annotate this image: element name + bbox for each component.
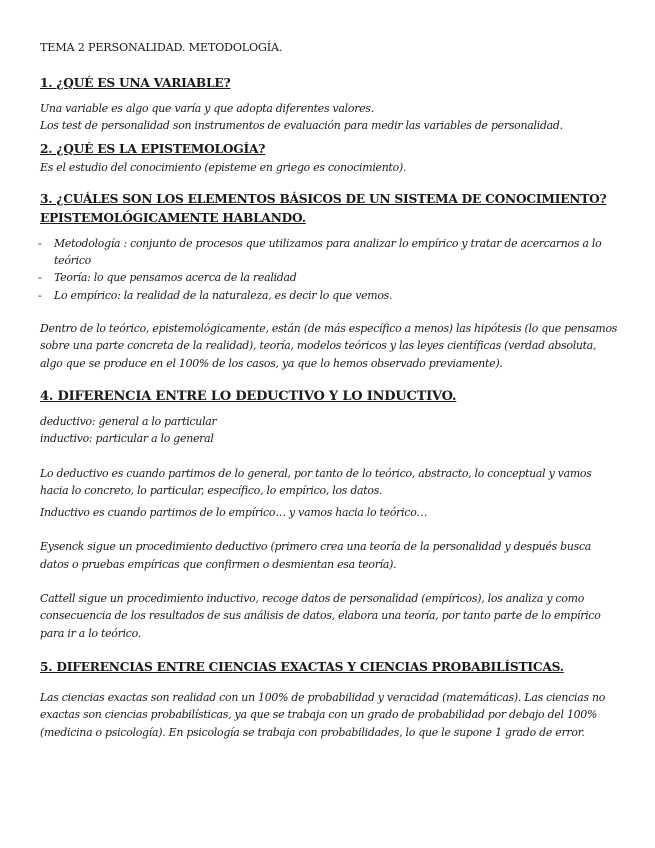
list-item: - Lo empírico: la realidad de la naturaleza, es decir lo que vemos.	[40, 287, 618, 304]
section-heading-4: 4. DIFERENCIA ENTRE LO DEDUCTIVO Y LO INDUCTIVO.	[40, 388, 457, 404]
section-elementos	[40, 190, 618, 372]
paragraph: Inductivo es cuando partimos de lo empírico… y vamos hacia lo teórico…	[40, 506, 428, 520]
section-heading-1: 1. ¿QUÉ ES UNA VARIABLE?	[40, 76, 231, 90]
list-item: - Metodología : conjunto de procesos que utilizamos para analizar lo empírico y tratar de acercarnos a lo teórico	[40, 235, 618, 270]
paragraph: Una variable es algo que varía y que adopta diferentes valores.	[40, 102, 374, 115]
elements-list	[40, 235, 618, 304]
document-title: TEMA 2 PERSONALIDAD. METODOLOGÍA.	[40, 41, 283, 54]
paragraph: Es el estudio del conocimiento (episteme en griego es conocimiento).	[40, 160, 407, 174]
document-page	[40, 40, 618, 741]
paragraph: deductivo: general a lo particular	[40, 414, 217, 428]
paragraph: Lo deductivo es cuando partimos de lo general, por tanto de lo teórico, abstracto, lo conceptual y vamos hacia lo concreto, lo particular, específico, lo empírico, los datos.	[40, 466, 592, 497]
section-ciencias	[40, 658, 618, 741]
paragraph: Eysenck sigue un procedimiento deductivo (primero crea una teoría de la personalidad y después busca datos o pruebas empíricas que confirmen o desmientan esa teoría).	[40, 540, 592, 571]
list-item: - Teoría: lo que pensamos acerca de la realidad	[40, 269, 618, 286]
paragraph: Las ciencias exactas son realidad con un 100% de probabilidad y veracidad (matemáticas). Las ciencias no exactas son ciencias probabilísticas, ya que se trabaja con un grado de probabilidad por debajo del 100% (medicina o psicología). En psicología se trabaja con probabilidades, lo que le supone 1 grado de error.	[40, 690, 606, 739]
paragraph: inductivo: particular a lo general	[40, 432, 214, 446]
section-heading-5: 5. DIFERENCIAS ENTRE CIENCIAS EXACTAS Y CIENCIAS PROBABILÍSTICAS.	[40, 659, 564, 674]
paragraph: Los test de personalidad son instrumentos de evaluación para medir las variables de personalidad.	[40, 119, 563, 133]
section-heading-2: 2. ¿QUÉ ES LA EPISTEMOLOGÍA?	[40, 141, 266, 156]
section-variable	[40, 74, 618, 135]
paragraph: Cattell sigue un procedimiento inductivo, recoge datos de personalidad (empíricos), los analiza y como consecuencia de los resultados de sus análisis de datos, elabora una teoría, por tanto parte de lo empírico para ir a lo teórico.	[40, 592, 601, 640]
section-deductivo-inductivo	[40, 387, 618, 642]
section-heading-3: 3. ¿CUÁLES SON LOS ELEMENTOS BÁSICOS DE UN SISTEMA DE CONOCIMIENTO? EPISTEMOLÓGICAMENTE HABLANDO.	[40, 191, 607, 225]
section-epistemologia	[40, 140, 618, 176]
paragraph: Dentro de lo teórico, epistemológicamente, están (de más específico a menos) las hipótesis (lo que pensamos sobre una parte concreta de la realidad), teoría, modelos teóricos y las leyes científicas (verdad absoluta, algo que se produce en el 100% de los casos, ya que lo hemos observado previamente).	[40, 322, 618, 370]
